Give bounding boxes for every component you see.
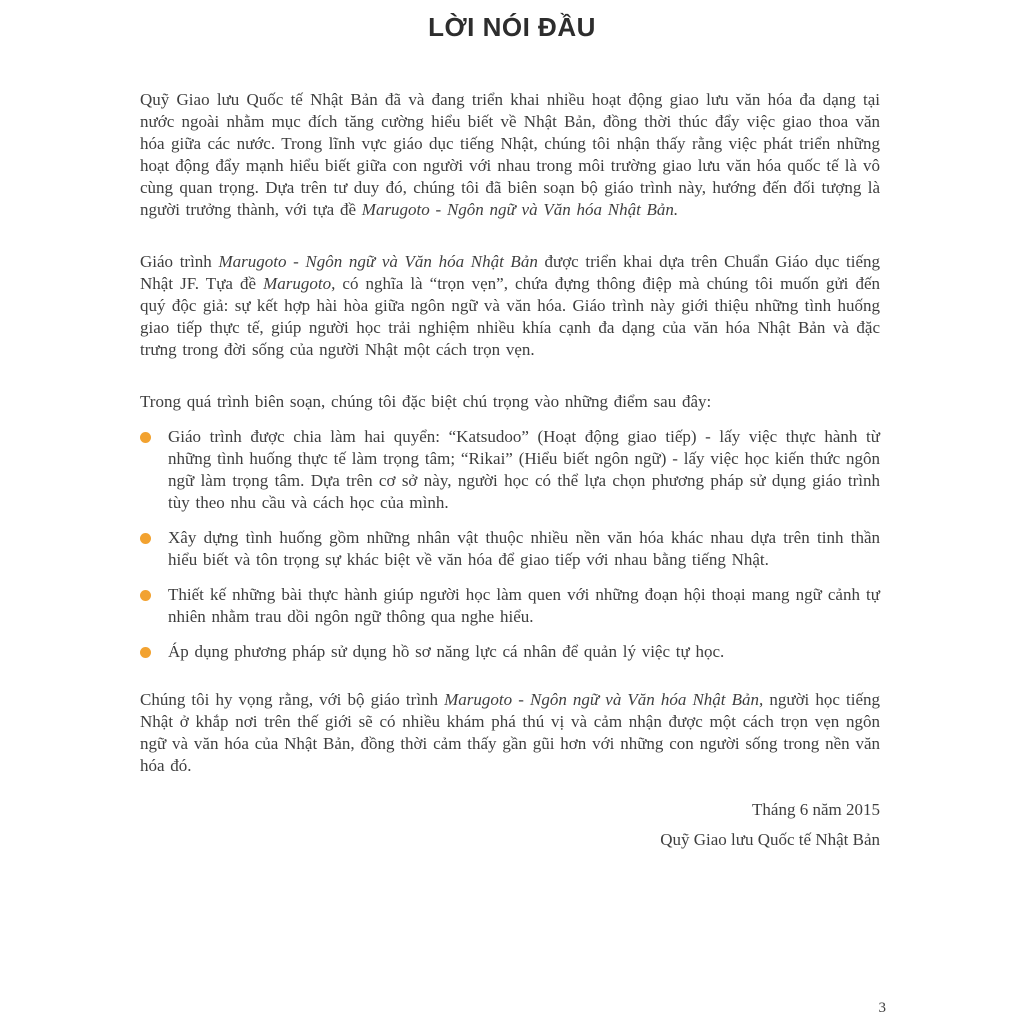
bullet-dot-icon bbox=[140, 533, 151, 544]
text-segment: Trong quá trình biên soạn, chúng tôi đặc biệt chú trọng vào những điểm sau đây: bbox=[140, 392, 712, 411]
text-segment: Giáo trình bbox=[140, 252, 219, 271]
bullet-item bbox=[140, 584, 880, 628]
signature-line: Quỹ Giao lưu Quốc tế Nhật Bản bbox=[660, 830, 880, 849]
paragraph-intro-1 bbox=[140, 89, 880, 221]
paragraph-lead-in bbox=[140, 391, 880, 413]
bullet-dot-icon bbox=[140, 590, 151, 601]
italic-text-segment: Marugoto - Ngôn ngữ và Văn hóa Nhật Bản. bbox=[361, 200, 679, 219]
paragraph-closing bbox=[140, 689, 880, 777]
bullet-item-text: Áp dụng phương pháp sử dụng hồ sơ năng lực cá nhân để quản lý việc tự học. bbox=[168, 642, 725, 661]
italic-text-segment: Marugoto - Ngôn ngữ và Văn hóa Nhật Bản bbox=[218, 252, 538, 271]
bullet-item-text: Thiết kế những bài thực hành giúp người học làm quen với những đoạn hội thoại mang ngữ cảnh tự nhiên nhằm trau dồi ngôn ngữ thông qua nghe hiểu. bbox=[168, 585, 880, 626]
italic-text-segment: Marugoto - Ngôn ngữ và Văn hóa Nhật Bản, bbox=[444, 690, 764, 709]
text-segment: Chúng tôi hy vọng rằng, với bộ giáo trình bbox=[140, 690, 445, 709]
text-segment: được triển khai dựa trên Chuẩn Giáo dục tiếng Nhật JF. Tựa đề bbox=[140, 252, 881, 293]
bullet-item bbox=[140, 527, 880, 571]
italic-text-segment: Marugoto, bbox=[263, 274, 336, 293]
bullet-item bbox=[140, 426, 880, 514]
page-number: 3 bbox=[878, 1000, 886, 1016]
bullet-item bbox=[140, 641, 880, 663]
bullet-dot-icon bbox=[140, 432, 151, 443]
date-line: Tháng 6 năm 2015 bbox=[752, 800, 880, 819]
bullet-dot-icon bbox=[140, 647, 151, 658]
page-title: LỜI NÓI ĐẦU bbox=[428, 12, 596, 42]
paragraph-intro-2 bbox=[140, 251, 880, 361]
page-content bbox=[0, 89, 1024, 851]
text-segment: có nghĩa là “trọn vẹn”, chứa đựng thông điệp mà chúng tôi muốn gửi đến quý độc giả: sự kết hợp hài hòa giữa ngôn ngữ và văn hóa. Giáo trình này giới thiệu những tình huống giao tiếp thực tế, giúp người học trải nghiệm nhiều khía cạnh đa dạng của văn hóa Nhật Bản và đặc trưng trong đời sống của người Nhật một cách trọn vẹn. bbox=[140, 274, 880, 359]
signature-block bbox=[140, 799, 880, 851]
bullet-list bbox=[140, 426, 880, 663]
text-segment: người học tiếng Nhật ở khắp nơi trên thế giới sẽ có nhiều khám phá thú vị và cảm nhận được một cách trọn vẹn ngôn ngữ và văn hóa của Nhật Bản, đồng thời cảm thấy gần gũi hơn với những con người sống trong nền văn hóa đó. bbox=[140, 690, 880, 775]
text-segment: Quỹ Giao lưu Quốc tế Nhật Bản đã và đang triển khai nhiều hoạt động giao lưu văn hóa đa dạng tại nước ngoài nhằm mục đích tăng cường hiểu biết về Nhật Bản, đồng thời thúc đẩy việc giao thoa văn hóa giữa các nước. Trong lĩnh vực giáo dục tiếng Nhật, chúng tôi nhận thấy rằng việc phát triển những hoạt động đẩy mạnh hiểu biết giữa con người với nhau trong môi trường giao lưu văn hóa quốc tế là vô cùng quan trọng. Dựa trên tư duy đó, chúng tôi đã biên soạn bộ giáo trình này, hướng đến đối tượng là người trưởng thành, với tựa đề bbox=[140, 90, 880, 219]
bullet-item-text: Xây dựng tình huống gồm những nhân vật thuộc nhiều nền văn hóa khác nhau dựa trên tinh thần hiểu biết và tôn trọng sự khác biệt về văn hóa để giao tiếp với nhau bằng tiếng Nhật. bbox=[168, 528, 880, 569]
bullet-item-text: Giáo trình được chia làm hai quyển: “Katsudoo” (Hoạt động giao tiếp) - lấy việc thực hành từ những tình huống thực tế làm trọng tâm; “Rikai” (Hiểu biết ngôn ngữ) - lấy việc học kiến thức ngôn ngữ làm trọng tâm. Dựa trên cơ sở này, người học có thể lựa chọn phương pháp sử dụng giáo trình tùy theo nhu cầu và cách học của mình. bbox=[168, 427, 880, 512]
